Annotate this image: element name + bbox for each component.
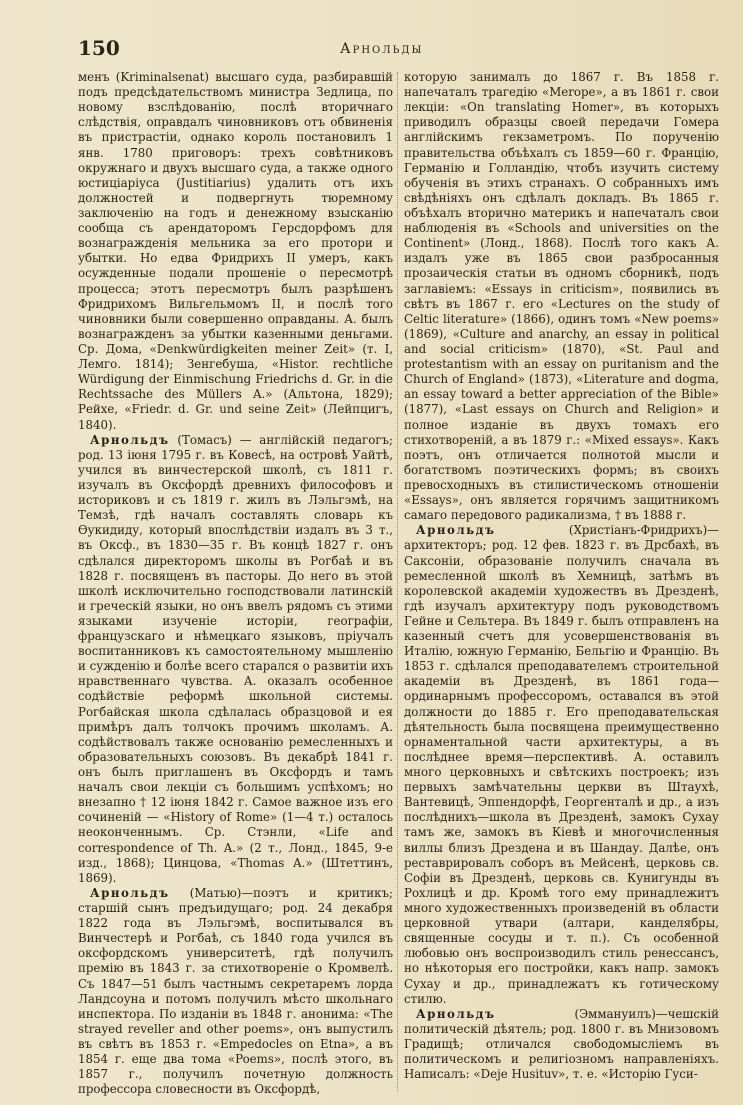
entry-headword: Арнольдъ — [416, 523, 496, 538]
entry-arnold-emmanuel — [404, 1007, 719, 1083]
column-divider — [397, 72, 398, 1092]
entry-text: (Христіанъ-Фридрихъ)—архитекторъ; род. 12 фев. 1823 г. въ Дрсбахѣ, въ Саксоніи, образованіе получилъ сначала въ ремесленной школѣ въ Хемницѣ, затѣмъ въ королевской академіи художествъ въ Дрезденѣ, гдѣ изучалъ архитектуру подъ руководствомъ Гейне и Сельтера. Въ 1849 г. былъ отправленъ на казенный счетъ для усовершенствованія въ Италію, южную Германію, Бельгію и Францію. Въ 1853 г. сдѣлался преподавателемъ строительной академіи въ Дрезденѣ, въ 1861 года—ординарнымъ профессоромъ, оставался въ этой должности до 1885 г. Его преподавательская дѣятельность была посвящена преимущественно орнаментальной части архитектуры, а въ послѣднее время—перспективѣ. А. оставилъ много церковныхъ и свѣтскихъ построекъ; изъ первыхъ замѣчательны церкви въ Штаухѣ, Вантевицѣ, Эппендорфѣ, Георгенталѣ и др., а изъ послѣднихъ—школа въ Дрезденѣ, замокъ Сухау тамъ же, замокъ въ Кіевѣ и многочисленныя виллы близъ Дрездена и въ Шандау. Далѣе, онъ реставрировалъ соборъ въ Мейсенѣ, церковь св. Софіи въ Дрезденѣ, церковь св. Кунигунды въ Рохлицѣ и др. Кромѣ того ему принадлежитъ много художественныхъ произведеній въ области церковной утвари (алтари, канделябры, священные сосуды и т. п.). Съ особенной любовью онъ воспроизводилъ стиль ренессансъ, но нѣкоторыя его постройки, какъ напр. замокъ Сухау и др., принадлежатъ къ готическому стилю. — [404, 523, 719, 1006]
entry-text: (Томасъ) — англійскій педагогъ; род. 13 іюня 1795 г. въ Ковесѣ, на островѣ Уайтѣ, учился въ винчестерской школѣ, съ 1811 г. изучалъ въ Оксфордѣ древнихъ философовъ и историковъ и съ 1819 г. жилъ въ Лэльгэмѣ, на Темзѣ, гдѣ началъ составлять словарь къ Ѳукидиду, который впослѣдствіи издалъ въ 3 т., въ Оксф., въ 1830—35 г. Въ концѣ 1827 г. онъ сдѣлался директоромъ школы въ Рогбаѣ и въ 1828 г. посвященъ въ пасторы. До него въ этой школѣ исключительно господствовали латинскій и греческій языки, но онъ ввелъ рядомъ съ этими языками изученіе исторіи, географіи, французскаго и нѣмецкаго языковъ, пріучалъ воспитанниковъ къ самостоятельному мышленію и сужденію и болѣе всего старался о развитіи ихъ нравственнаго чувства. А. оказалъ особенное содѣйствіе реформѣ школьной системы. Рогбайская школа сдѣлалась образцовой и ея примѣръ далъ толчокъ прочимъ школамъ. А. содѣйствовалъ также основанію ремесленныхъ и образовательныхъ союзовъ. Въ декабрѣ 1841 г. онъ былъ приглашенъ въ Оксфордъ и тамъ началъ свои лекціи съ большимъ успѣхомъ; но внезапно † 12 іюня 1842 г. Самое важное изъ его сочиненій — «History of Rome» (1—4 т.) осталось неоконченнымъ. Ср. Стэнли, «Life and correspondence of Th. A.» (2 т., Лонд., 1845, 9-е изд., 1868); Цинцова, «Thomas A.» (Штеттинъ, 1869). — [78, 432, 393, 885]
entry-headword: Арнольдъ — [90, 432, 170, 447]
page-header — [78, 36, 703, 62]
entry-arnold-matthew — [78, 886, 393, 1098]
entry-text: (Эммануилъ)—чешскій политическій дѣятель; род. 1800 г. въ Мнизовомъ Градищѣ; отличался свободомысліемъ въ политическомъ и религіозномъ направленіяхъ. Написалъ: «Deje Husituv», т. е. «Исторію Гуси- — [404, 1006, 719, 1082]
continued-paragraph: которую занималъ до 1867 г. Въ 1858 г. напечаталъ трагедію «Merope», а въ 1861 г. свои лекціи: «On translating Homer», въ которыхъ приводилъ образцы своей передачи Гомера англійскимъ гекзаметромъ. По порученію правительства объѣхалъ съ 1859—60 г. Францію, Германію и Голландію, чтобъ изучить систему обученія въ этихъ странахъ. О собранныхъ имъ свѣдѣніяхъ онъ сдѣлалъ докладъ. Въ 1865 г. объѣхалъ вторично материкъ и напечаталъ свои наблюденія въ «Schools and universities on the Continent» (Лонд., 1868). Послѣ того какъ А. издалъ уже въ 1865 свои разбросанныя прозаическія статьи въ одномъ сборникѣ, подъ заглавіемъ: «Essays in criticism», появились въ свѣтъ въ 1867 г. его «Lectures on the study of Celtic literature» (1866), одинъ томъ «New poems» (1869), «Culture and anarchy, an essay in political and social criticism» (1870), «St. Paul and protestantism with an essay on puritanism and the Church of England» (1873), «Literature and dogma, an essay toward a better appreciation of the Bible» (1877), «Last essays on Church and Religion» и полное изданіе въ двухъ томахъ его стихотвореній, а въ 1879 г.: «Mixed essays». Какъ поэтъ, онъ отличается полнотой мысли и богатствомъ поэтическихъ формъ; въ своихъ превосходныхъ въ стилистическомъ отношеніи «Essays», онъ является горячимъ защитникомъ самаго передового радикализма, † въ 1888 г. — [404, 70, 719, 523]
entry-arnold-christian-friedrich — [404, 523, 719, 1007]
page-number: 150 — [78, 36, 120, 60]
continued-paragraph: менъ (Kriminalsenat) высшаго суда, разбиравшій подъ предсѣдательствомъ министра Зедлица, по новому взслѣдованію, послѣ вторичнаго слѣдствія, оправдалъ чиновниковъ отъ обвиненія въ пристрастіи, однако король постановилъ 1 янв. 1780 приговоръ: трехъ совѣтниковъ окружнаго и двухъ высшаго суда, а также одного юстиціаріуса (Justitiarius) удалить отъ ихъ должностей и подвергнуть тюремному заключенію на годъ и денежному взысканію сообща съ арендаторомъ Герсдорфомъ для вознагражденія мельника за его протори и убытки. Но едва Фридрихъ II умеръ, какъ осужденные подали прошеніе о пересмотрѣ процесса; этотъ пересмотръ былъ разрѣшенъ Фридрихомъ Вильгельмомъ II, и послѣ того чиновники были совершенно оправданы. А. былъ вознагражденъ за убытки казенными деньгами. Ср. Дома, «Denkwürdigkeiten meiner Zeit» (т. I, Лемго. 1814); Зенгебуша, «Histor. rechtliche Würdigung der Einmischung Friedrichs d. Gr. in die Rechtssache des Müllers A.» (Альтона, 1829); Рейхе, «Friedr. d. Gr. und seine Zeit» (Лейпцигъ, 1840). — [78, 70, 393, 432]
entry-text: (Матью)—поэтъ и критикъ; старшій сынъ предъидущаго; род. 24 декабря 1822 года въ Лэльгэмѣ, воспитывался въ Винчестерѣ и Рогбаѣ, съ 1840 года учился въ оксфордскомъ университетѣ, гдѣ получилъ премію въ 1843 г. за стихотвореніе о Кромвелѣ. Съ 1847—51 былъ частнымъ секретаремъ лорда Ландсоуна и потомъ получилъ мѣсто школьнаго инспектора. По изданіи въ 1848 г. анонима: «The strayed reveller and other poems», онъ выпустилъ въ свѣтъ въ 1853 г. «Empedocles on Etna», а въ 1854 г. еще два тома «Poems», послѣ этого, въ 1857 г., получилъ почетную должность профессора словесности въ Оксфордѣ, — [78, 885, 393, 1097]
entry-headword: Арнольдъ — [90, 885, 170, 900]
entry-arnold-thomas — [78, 433, 393, 886]
left-column — [78, 70, 393, 1097]
right-column — [404, 70, 719, 1082]
entry-headword: Арнольдъ — [416, 1006, 496, 1021]
running-head: Арнольды — [340, 41, 424, 57]
